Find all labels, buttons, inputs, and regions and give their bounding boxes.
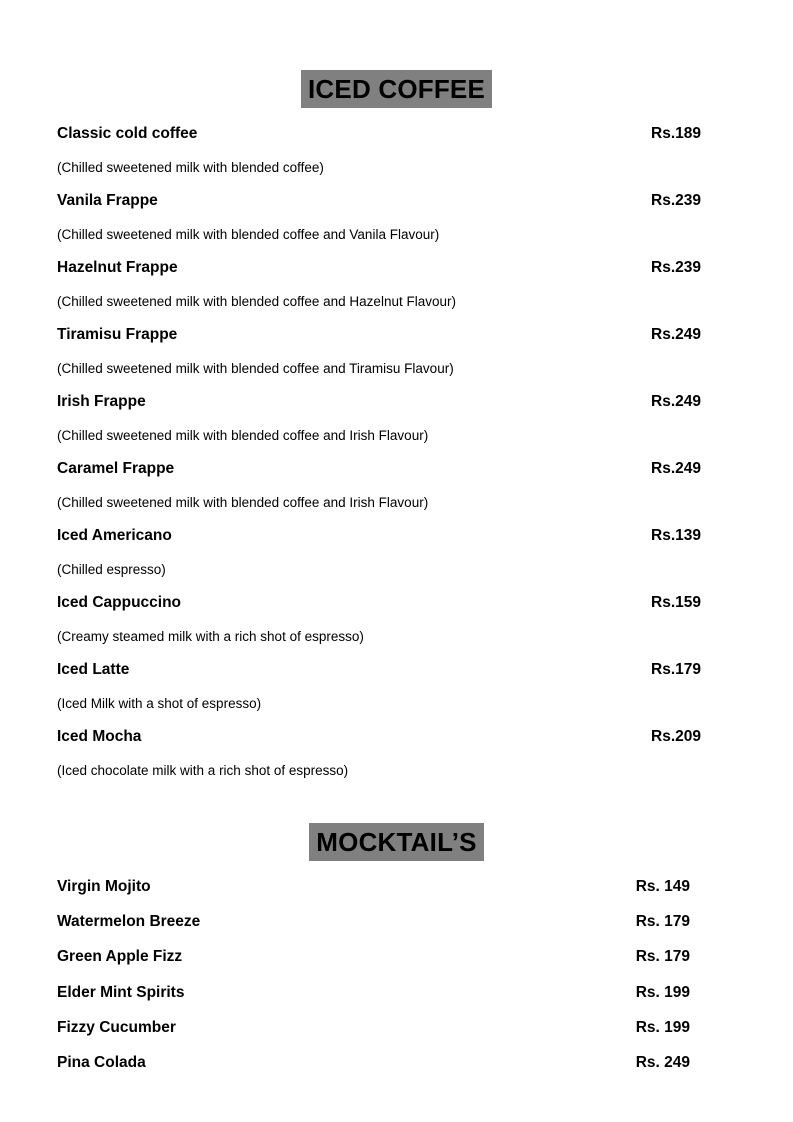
item-price: Rs.209 [651, 727, 701, 745]
item-price: Rs.249 [651, 325, 701, 343]
item-description: (Creamy steamed milk with a rich shot of espresso) [57, 628, 364, 644]
item-price: Rs. 179 [635, 912, 690, 930]
item-name: Green Apple Fizz [57, 948, 183, 966]
item-name: Iced Cappuccino [57, 593, 182, 611]
menu-item-row [0, 519, 793, 553]
item-name: Iced Latte [57, 660, 130, 678]
item-name: Fizzy Cucumber [57, 1018, 176, 1036]
item-price: Rs.189 [651, 124, 701, 142]
item-description: (Chilled sweetened milk with blended coffee and Tiramisu Flavour) [57, 360, 454, 376]
section-header [0, 70, 793, 108]
item-description: (Iced Milk with a shot of espresso) [57, 695, 262, 711]
section-iced-coffee [0, 70, 793, 787]
item-price: Rs.239 [651, 258, 701, 276]
menu-item-description-row [0, 352, 793, 386]
item-description: (Chilled sweetened milk with blended coffee and Vanila Flavour) [57, 226, 440, 242]
section-mocktails [0, 823, 793, 1081]
item-name: Hazelnut Frappe [57, 258, 178, 276]
menu-item-description-row [0, 151, 793, 185]
item-description: (Chilled sweetened milk with blended coffee and Irish Flavour) [57, 427, 429, 443]
item-price: Rs. 199 [635, 983, 690, 1001]
item-name: Elder Mint Spirits [57, 983, 185, 1001]
item-name: Caramel Frappe [57, 459, 175, 477]
item-price: Rs.249 [651, 392, 701, 410]
item-description: (Iced chocolate milk with a rich shot of espresso) [57, 762, 349, 778]
menu-item-row [0, 586, 793, 620]
menu-item-row [0, 653, 793, 687]
menu-list [0, 869, 793, 1081]
menu-item-row [0, 1045, 793, 1080]
item-price: Rs.179 [651, 660, 701, 678]
item-description: (Chilled sweetened milk with blended coffee and Irish Flavour) [57, 494, 429, 510]
item-price: Rs. 149 [635, 877, 690, 895]
menu-item-description-row [0, 687, 793, 721]
item-price: Rs. 199 [635, 1018, 690, 1036]
item-price: Rs. 179 [635, 948, 690, 966]
menu-item-description-row [0, 754, 793, 788]
menu-item-row [0, 318, 793, 352]
item-name: Watermelon Breeze [57, 912, 201, 930]
menu-item-description-row [0, 218, 793, 252]
item-price: Rs.249 [651, 459, 701, 477]
menu-item-row [0, 184, 793, 218]
item-name: Classic cold coffee [57, 124, 198, 142]
menu-item-row [0, 1010, 793, 1045]
menu-item-row [0, 869, 793, 904]
item-price: Rs.139 [651, 526, 701, 544]
menu-list [0, 117, 793, 787]
menu-item-row [0, 904, 793, 939]
item-description: (Chilled espresso) [57, 561, 166, 577]
item-name: Vanila Frappe [57, 191, 158, 209]
item-name: Tiramisu Frappe [57, 325, 178, 343]
item-name: Virgin Mojito [57, 877, 151, 895]
menu-item-description-row [0, 419, 793, 453]
menu-item-description-row [0, 553, 793, 587]
menu-item-row [0, 720, 793, 754]
item-price: Rs. 249 [635, 1054, 690, 1072]
section-title: MOCKTAIL’S [309, 823, 483, 861]
item-description: (Chilled sweetened milk with blended coffee) [57, 159, 324, 175]
menu-item-description-row [0, 620, 793, 654]
section-header [0, 823, 793, 861]
item-name: Pina Colada [57, 1054, 146, 1072]
item-price: Rs.159 [651, 593, 701, 611]
item-name: Iced Americano [57, 526, 172, 544]
menu-item-description-row [0, 285, 793, 319]
section-title: ICED COFFEE [301, 70, 492, 108]
menu-item-row [0, 251, 793, 285]
item-price: Rs.239 [651, 191, 701, 209]
menu-item-description-row [0, 486, 793, 520]
item-name: Irish Frappe [57, 392, 146, 410]
item-name: Iced Mocha [57, 727, 142, 745]
menu-item-row [0, 385, 793, 419]
menu-item-row [0, 117, 793, 151]
menu-item-row [0, 452, 793, 486]
menu-item-row [0, 975, 793, 1010]
menu-item-row [0, 940, 793, 975]
item-description: (Chilled sweetened milk with blended coffee and Hazelnut Flavour) [57, 293, 456, 309]
